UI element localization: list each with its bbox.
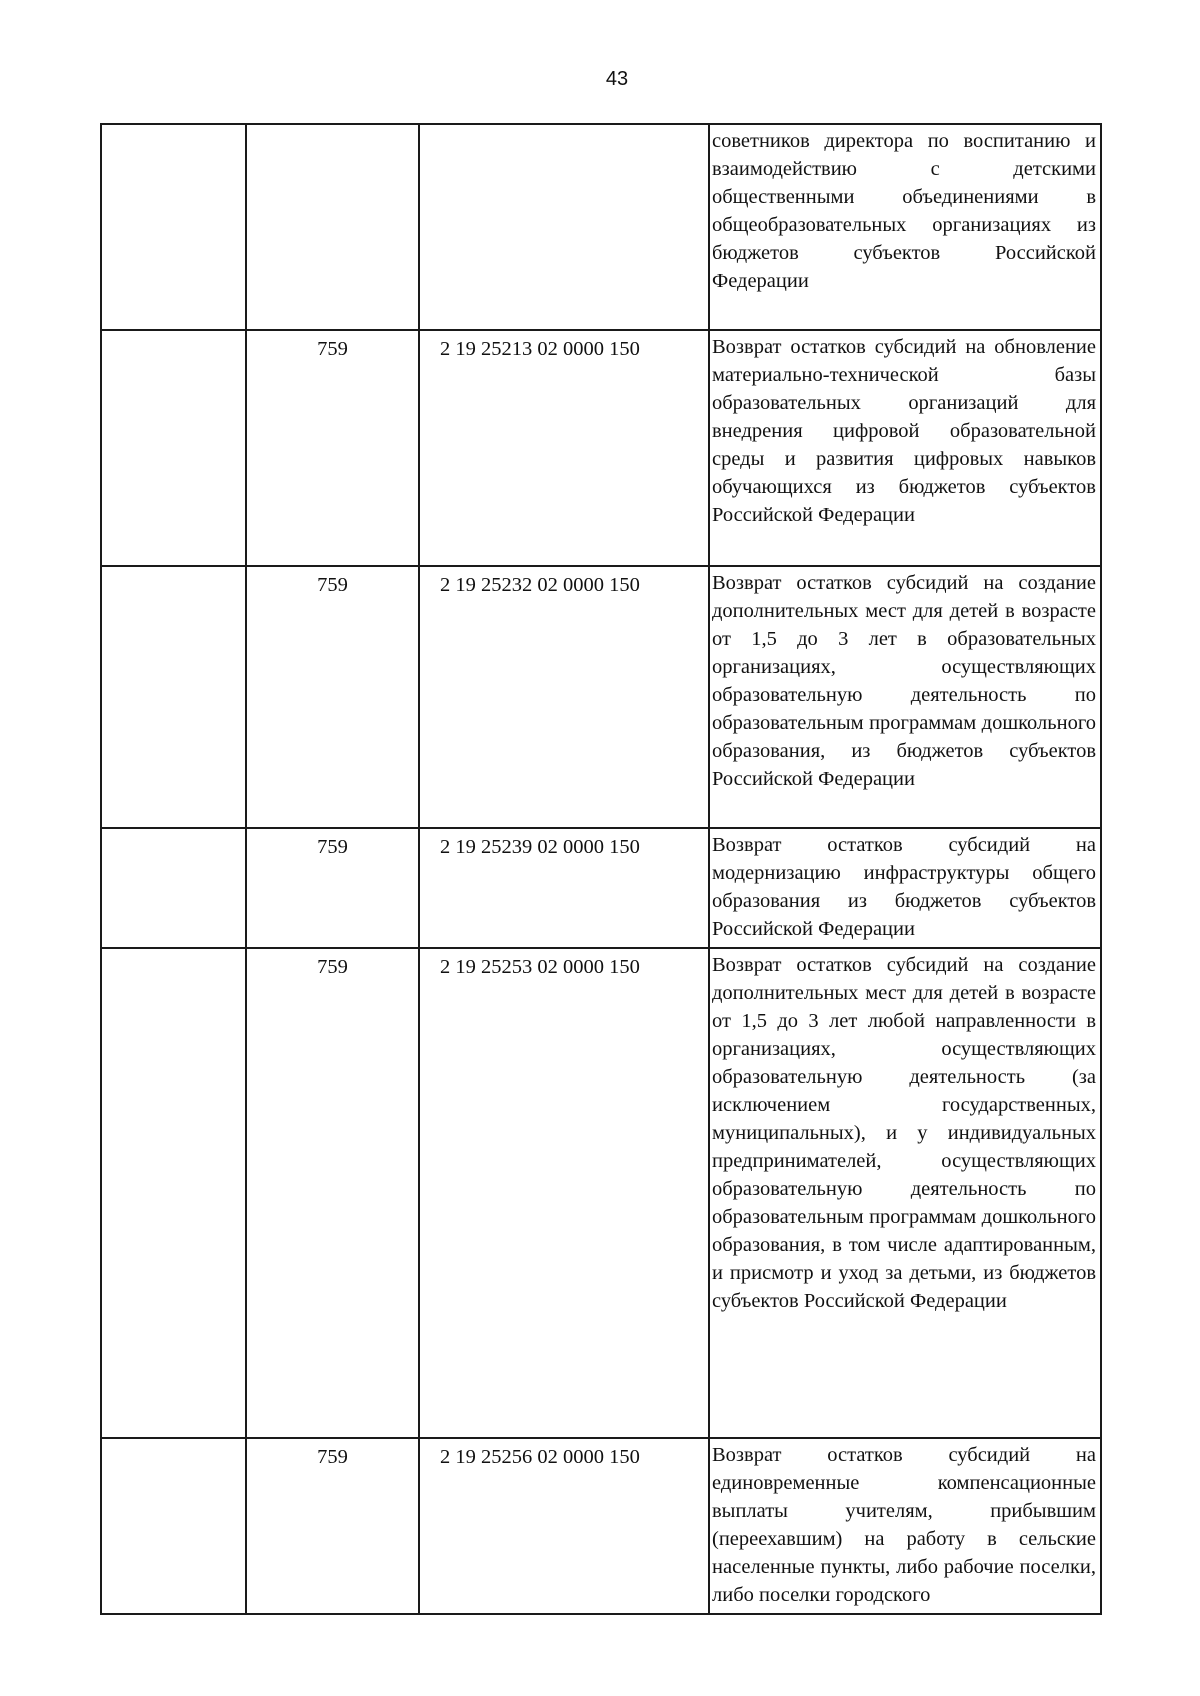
table-row xyxy=(101,828,1101,948)
row-index-cell xyxy=(101,828,246,948)
budget-code-cell: 2 19 25256 02 0000 150 xyxy=(419,1438,709,1614)
row-index-cell xyxy=(101,124,246,330)
budget-code-cell: 2 19 25232 02 0000 150 xyxy=(419,566,709,828)
page-number: 43 xyxy=(605,68,629,90)
description-cell: советников директора по воспитанию и взаимодействию с детскими общественными объединениями в общеобразовательных организациях из бюджетов субъектов Российской Федерации xyxy=(709,124,1101,330)
budget-code-cell: 2 19 25213 02 0000 150 xyxy=(419,330,709,566)
admin-code-cell: 759 xyxy=(246,948,419,1438)
admin-code-cell: 759 xyxy=(246,566,419,828)
row-index-cell xyxy=(101,330,246,566)
table-row xyxy=(101,1438,1101,1614)
admin-code-cell: 759 xyxy=(246,1438,419,1614)
table-row xyxy=(101,566,1101,828)
table-row xyxy=(101,330,1101,566)
row-index-cell xyxy=(101,948,246,1438)
description-cell: Возврат остатков субсидий на создание дополнительных мест для детей в возрасте от 1,5 до 3 лет в образовательных организациях, осуществляющих образовательную деятельность по образовательным программам дошкольного образования, из бюджетов субъектов Российской Федерации xyxy=(709,566,1101,828)
budget-code-cell xyxy=(419,124,709,330)
admin-code-cell: 759 xyxy=(246,828,419,948)
budget-code-cell: 2 19 25253 02 0000 150 xyxy=(419,948,709,1438)
budget-codes-table xyxy=(100,123,1102,1615)
description-cell: Возврат остатков субсидий на создание дополнительных мест для детей в возрасте от 1,5 до 3 лет любой направленности в организациях, осуществляющих образовательную деятельность (за исключением государственных, муниципальных), и у индивидуальных предпринимателей, осуществляющих образовательную деятельность по образовательным программам дошкольного образования, в том числе адаптированным, и присмотр и уход за детьми, из бюджетов субъектов Российской Федерации xyxy=(709,948,1101,1438)
description-cell: Возврат остатков субсидий на модернизацию инфраструктуры общего образования из бюджетов субъектов Российской Федерации xyxy=(709,828,1101,948)
table-row xyxy=(101,124,1101,330)
admin-code-cell xyxy=(246,124,419,330)
budget-code-cell: 2 19 25239 02 0000 150 xyxy=(419,828,709,948)
description-cell: Возврат остатков субсидий на обновление материально-технической базы образовательных организаций для внедрения цифровой образовательной среды и развития цифровых навыков обучающихся из бюджетов субъектов Российской Федерации xyxy=(709,330,1101,566)
description-cell: Возврат остатков субсидий на единовременные компенсационные выплаты учителям, прибывшим (переехавшим) на работу в сельские населенные пункты, либо рабочие поселки, либо поселки городского xyxy=(709,1438,1101,1614)
table-row xyxy=(101,948,1101,1438)
admin-code-cell: 759 xyxy=(246,330,419,566)
row-index-cell xyxy=(101,566,246,828)
row-index-cell xyxy=(101,1438,246,1614)
